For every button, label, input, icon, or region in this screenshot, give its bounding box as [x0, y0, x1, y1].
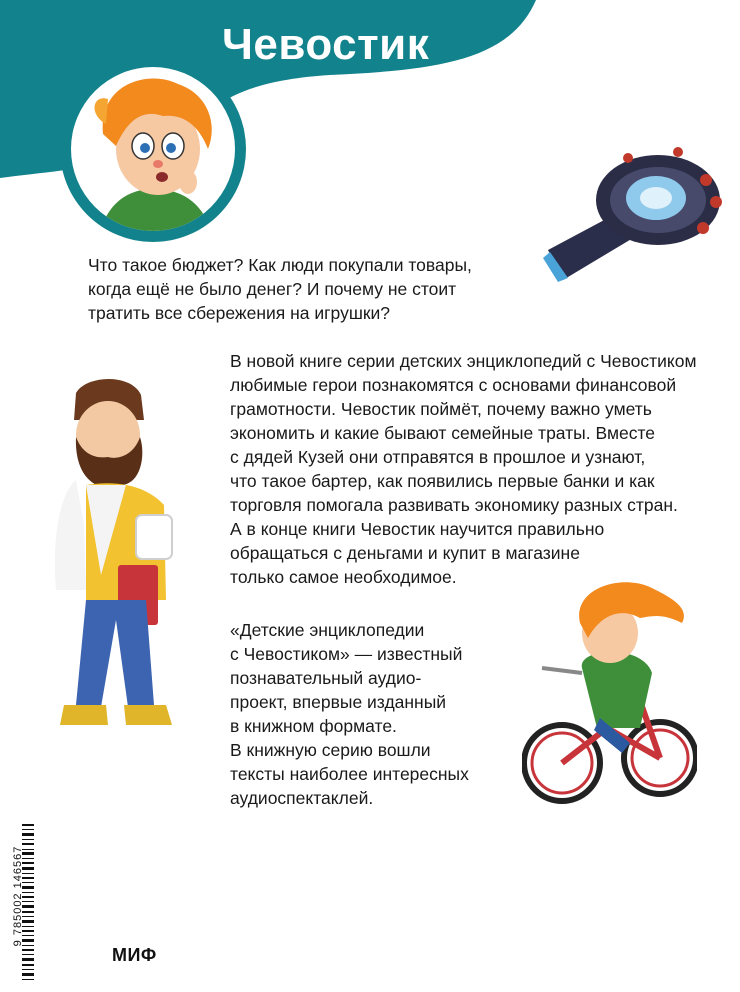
description-line: с дядей Кузей они отправятся в прошлое и узнают, [230, 447, 646, 467]
intro-line: Что такое бюджет? Как люди покупали товары, [88, 255, 472, 275]
description-line: экономить и какие бывают семейные траты. Вместе [230, 423, 656, 443]
description-line: грамотности. Чевостик поймёт, почему важно уметь [230, 399, 652, 419]
uncle-kuzya-illustration [46, 375, 196, 735]
book-title: Чевостик [222, 20, 430, 69]
chevostik-portrait [58, 54, 248, 244]
description-line: А в конце книги Чевостик научится правильно [230, 519, 605, 539]
publisher-logo: МИФ [112, 945, 157, 965]
project-line: проект, впервые изданный [230, 692, 447, 712]
project-line: В книжную серию вошли [230, 740, 431, 760]
isbn-number: 9 785002 146567 [12, 845, 24, 947]
project-line: познавательный аудио- [230, 668, 422, 688]
project-line: в книжном формате. [230, 716, 397, 736]
description-line: торговля помогала развивать экономику разных стран. [230, 495, 678, 515]
project-line: аудиоспектаклей. [230, 788, 374, 808]
gadget-scanner-illustration [528, 140, 734, 290]
intro-questions [88, 253, 472, 325]
project-line: с Чевостиком» — известный [230, 644, 463, 664]
intro-line: когда ещё не было денег? И почему не стоит [88, 279, 457, 299]
project-description [230, 618, 469, 810]
intro-line: тратить все сбережения на игрушки? [88, 303, 391, 323]
description-line: только самое необходимое. [230, 567, 457, 587]
book-description [230, 349, 697, 589]
description-line: любимые герои познакомятся с основами финансовой [230, 375, 677, 395]
description-line: что такое бартер, как появились первые банки и как [230, 471, 655, 491]
chevostik-bicycle-illustration [522, 578, 697, 810]
project-line: тексты наиболее интересных [230, 764, 469, 784]
description-line: обращаться с деньгами и купит в магазине [230, 543, 580, 563]
description-line: В новой книге серии детских энциклопедий с Чевостиком [230, 351, 697, 371]
project-line: «Детские энциклопедии [230, 620, 425, 640]
